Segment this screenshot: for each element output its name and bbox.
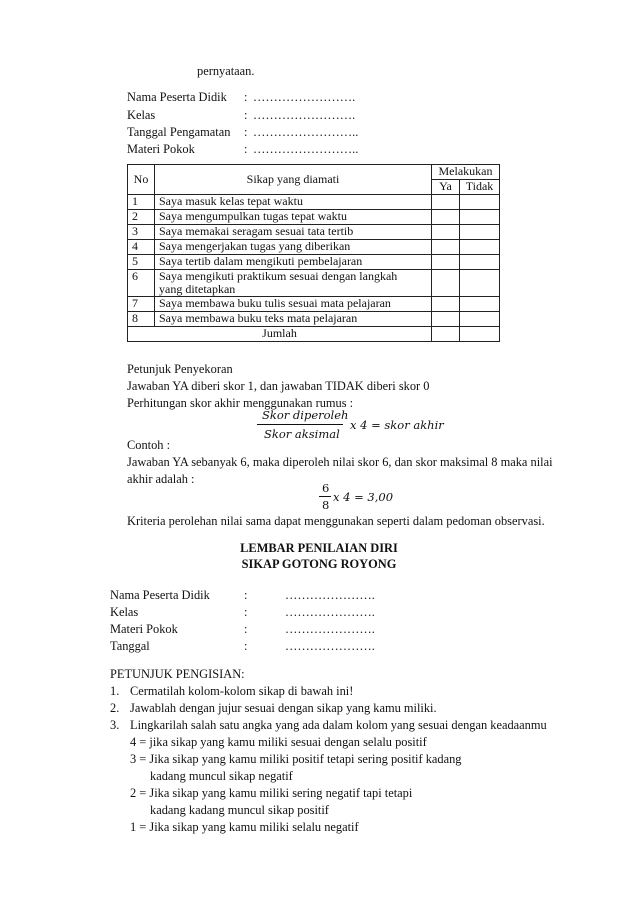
example-fraction-bar [319, 496, 331, 497]
tidak-cell[interactable] [460, 195, 500, 210]
header-tidak: Tidak [460, 180, 500, 195]
item-text: Cermatilah kolom-kolom sikap di bawah ini! [130, 684, 354, 698]
jumlah-label: Jumlah [128, 327, 432, 342]
row-no: 1 [128, 195, 155, 210]
item-text: Jawablah dengan jujur sesuai dengan sikap yang kamu miliki. [130, 701, 437, 715]
dots: …………………….. [253, 125, 359, 139]
ya-cell[interactable] [432, 195, 460, 210]
sep: : [244, 588, 248, 602]
table-row [128, 270, 500, 297]
label-nama: Nama Peserta Didik [127, 90, 227, 104]
petunjuk-line2: Perhitungan skor akhir menggunakan rumus : [127, 396, 354, 410]
scale-1: 1 = Jika sikap yang kamu miliki selalu negatif [130, 820, 359, 834]
dots: …………………. [285, 622, 375, 636]
row-text: Saya mengumpulkan tugas tepat waktu [155, 210, 432, 225]
header-ya: Ya [432, 180, 460, 195]
formula-numerator: Skor diperoleh [262, 408, 349, 422]
tidak-cell[interactable] [460, 240, 500, 255]
sep: : [244, 639, 248, 653]
header-sikap: Sikap yang diamati [155, 165, 432, 195]
sep: : [244, 108, 248, 122]
item-number: 3. [110, 718, 120, 732]
table-row [128, 225, 500, 240]
label-kelas: Kelas [110, 605, 139, 619]
sep: : [244, 90, 248, 104]
scale-2: 2 = Jika sikap yang kamu miliki sering negatif tapi tetapi [130, 786, 413, 800]
observation-table [127, 164, 500, 342]
table-row [128, 210, 500, 225]
scale-3-cont: kadang muncul sikap negatif [150, 769, 293, 783]
label-materi: Materi Pokok [110, 622, 178, 636]
contoh-label: Contoh : [127, 438, 171, 452]
row-text-line2: yang ditetapkan [159, 282, 236, 296]
dots: …………………. [285, 639, 375, 653]
kriteria-text: Kriteria perolehan nilai sama dapat menggunakan seperti dalam pedoman observasi. [127, 514, 545, 528]
scale-4: 4 = jika sikap yang kamu miliki sesuai dengan selalu positif [130, 735, 427, 749]
petunjuk-title: Petunjuk Penyekoran [127, 362, 233, 376]
intro-text: pernyataan. [197, 64, 255, 78]
row-text: Saya tertib dalam mengikuti pembelajaran [155, 255, 432, 270]
dots: ……………………. [253, 108, 356, 122]
contoh-line1: Jawaban YA sebanyak 6, maka diperoleh nilai skor 6, dan skor maksimal 8 maka nilai [127, 455, 553, 469]
ya-cell[interactable] [432, 210, 460, 225]
ya-cell[interactable] [432, 270, 460, 297]
tidak-cell[interactable] [460, 270, 500, 297]
ya-cell[interactable] [432, 255, 460, 270]
example-numerator: 6 [322, 481, 330, 495]
ya-cell[interactable] [432, 312, 460, 327]
table-row [128, 240, 500, 255]
contoh-line2: akhir adalah : [127, 472, 195, 486]
row-text: Saya membawa buku teks mata pelajaran [155, 312, 432, 327]
table-row [128, 255, 500, 270]
row-no: 5 [128, 255, 155, 270]
formula-fraction-bar [257, 424, 343, 425]
row-no: 4 [128, 240, 155, 255]
row-text-line1: Saya mengikuti praktikum sesuai dengan langkah [159, 269, 398, 283]
sep: : [244, 142, 248, 156]
ya-cell[interactable] [432, 297, 460, 312]
dots: …………………. [285, 588, 375, 602]
label-materi: Materi Pokok [127, 142, 195, 156]
ya-total-cell[interactable] [432, 327, 460, 342]
label-kelas: Kelas [127, 108, 156, 122]
tidak-cell[interactable] [460, 255, 500, 270]
tidak-cell[interactable] [460, 210, 500, 225]
row-no: 6 [128, 270, 155, 297]
tidak-cell[interactable] [460, 297, 500, 312]
row-no: 7 [128, 297, 155, 312]
formula-denominator: Skor aksimal [264, 427, 340, 441]
dots: ……………………. [253, 90, 356, 104]
formula-rhs: x 4 = skor akhir [350, 418, 444, 432]
row-text [155, 270, 432, 297]
ya-cell[interactable] [432, 225, 460, 240]
pengisian-title: PETUNJUK PENGISIAN: [110, 667, 245, 681]
sep: : [244, 125, 248, 139]
scale-3: 3 = Jika sikap yang kamu miliki positif tetapi sering positif kadang [130, 752, 462, 766]
row-text: Saya membawa buku tulis sesuai mata pelajaran [155, 297, 432, 312]
lembar-title-2: SIKAP GOTONG ROYONG [241, 557, 397, 571]
tidak-cell[interactable] [460, 225, 500, 240]
table-row [128, 297, 500, 312]
petunjuk-line1: Jawaban YA diberi skor 1, dan jawaban TIDAK diberi skor 0 [127, 379, 430, 393]
label-tanggal: Tanggal Pengamatan [127, 125, 231, 139]
row-no: 8 [128, 312, 155, 327]
example-rhs: x 4 = 3,00 [333, 490, 394, 504]
header-no: No [128, 165, 155, 195]
item-number: 2. [110, 701, 120, 715]
row-no: 3 [128, 225, 155, 240]
example-denominator: 8 [322, 498, 330, 512]
dots: …………………. [285, 605, 375, 619]
label-tanggal: Tanggal [110, 639, 150, 653]
header-melakukan: Melakukan [432, 165, 500, 180]
item-number: 1. [110, 684, 120, 698]
jumlah-row [128, 327, 500, 342]
row-no: 2 [128, 210, 155, 225]
lembar-title-1: LEMBAR PENILAIAN DIRI [240, 541, 398, 555]
tidak-total-cell[interactable] [460, 327, 500, 342]
row-text: Saya memakai seragam sesuai tata tertib [155, 225, 432, 240]
table-row [128, 312, 500, 327]
sep: : [244, 622, 248, 636]
scale-2-cont: kadang kadang muncul sikap positif [150, 803, 329, 817]
label-nama: Nama Peserta Didik [110, 588, 210, 602]
ya-cell[interactable] [432, 240, 460, 255]
item-text: Lingkarilah salah satu angka yang ada dalam kolom yang sesuai dengan keadaanmu [130, 718, 547, 732]
row-text: Saya mengerjakan tugas yang diberikan [155, 240, 432, 255]
row-text: Saya masuk kelas tepat waktu [155, 195, 432, 210]
tidak-cell[interactable] [460, 312, 500, 327]
dots: …………………….. [253, 142, 359, 156]
sep: : [244, 605, 248, 619]
table-row [128, 195, 500, 210]
